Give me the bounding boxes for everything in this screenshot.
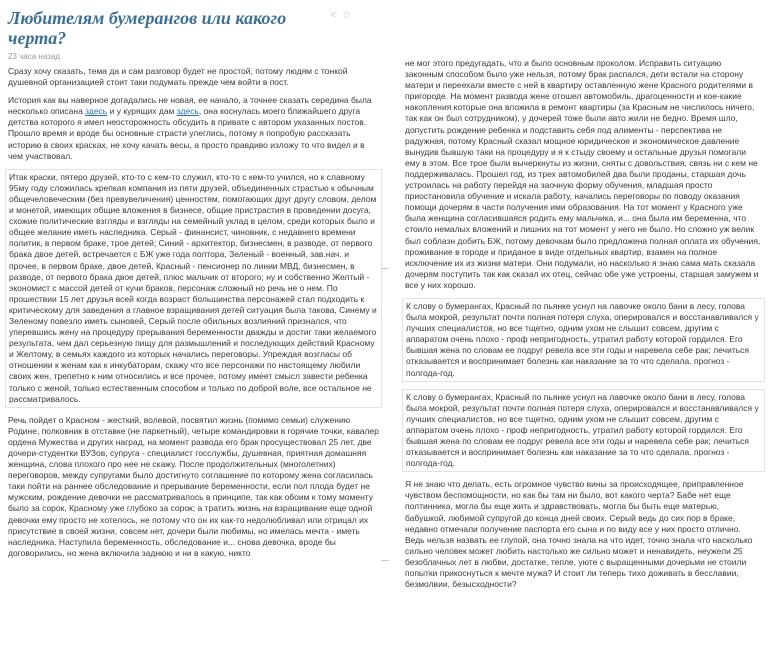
post-paragraph: Я не знаю что делать, есть огромное чувство вины за происходящее, приправленное чувством беспомощности, но как бы там ни было, вот какого черта? Бабе нет еще полтинника, могла бы еще жить и здравствовать, могла бы быть еще матерью, бабушкой, любимой супругой до конца дней своих. Серый ведь до сих пор в браке, недавно отмечали получение паспорта его сына и по виду все у них просто отлично. Ведь нельзя назвать ее глупой, она точно знала на что идет, точно знала что насколько сильно человек может любить настолько же сильно может и ненавидеть, неужели 25 безоблачных лет в любви, достатке, тепле, уюте с выращенными дочерьми не стоили попытки прикоснуться к мечте мужа? И стоит ли теперь тихо доживать в бесславии, безмолвии, безысходности? — [405, 479, 753, 590]
inline-link-here-2[interactable]: здесь — [176, 106, 199, 117]
post-paragraph: К слову о бумерангах, Красный по пьянке уснул на лавочке около бани в лесу, голова была мокрой, результат почти полная потеря слуха, оперировался и восстанавливался у лучших специалистов, но все тщетно, одним ухом не слышит совсем, другим с аппаратом очень плохо - проф непригодность, утратил работу которой гордился. Его бывшая жена по словам ее подруг ревела все эти годы и наревела себе рак; лечиться отказывается и воспринимает болезнь как наказание за то что сделала. прогноз - полгода-год. — [402, 389, 765, 473]
post-paragraph: Сразу хочу сказать, тема да и сам разговор будет не простой, потому людям с тонкой душевной организацией стоит таки подумать прежде чем войти в пост. — [8, 66, 348, 88]
post-paragraph: не мог этого предугадать, что и было основным проколом. Исправить ситуацию законным способом было уже нельзя, потому брак распался, дети встали на сторону матери и переехали вместе с ней в квартиру оставленную жене Красного родителями в пригороде. На момент развода жене отошел автомобиль, драгоценности и кое-какие накопления которые она вложила в ремонт квартиры (за Красным не числилось ничего, так как он был сотрудником), у дочерей тоже были авто жили не бедно. Время шло, допустить рождение ребенка и подставить себя под алименты - перспектива не радужная, потому Красный сказал мощное юридическое и экономическое давление вынудив бывшую таки на процедуру и я к стыду своему и остальные друзья помогали ему в этом. Все трое были вычеркнуты из жизни, сняты с довольствия, связь ни с кем не поддерживалась. Прошел год, из трех автомобилей два были проданы, старшая дочь устроилась на работу перейдя на заочную форму обучения, младшая просто приостановила обучение и искала работу, начались переговоры по поводу оказания помощи дочерям в части получения ими образования. На тот момент у Красного уже была женщина согласившаяся родить ему мальчика. и... она была им беременна, что стоило немалых вложений и лишних на тот момент у него не было. Но сложно уж велик был соблазн добить БЖ, потому девочкам было предложена полная оплата их обучения, проживание в городе и приданое в виде отдельных квартир, взамен на полное исключение их из жизни матери. Они подумали, но насколько я знаю сама мать сказала дочерям поступить так как сказал их отец, сейчас обе уже устроены, старшая замужем и все у них хорошо. — [405, 58, 761, 290]
post-paragraph — [8, 95, 379, 162]
share-icon[interactable]: < — [330, 10, 343, 21]
right-column — [385, 0, 770, 654]
star-icon[interactable]: ☆ — [342, 10, 357, 21]
post-header-icons — [330, 10, 357, 21]
paragraph-text: История как вы наверное догадались не новая, ее начало, а точнее сказать середина была несколько описана — [8, 95, 372, 117]
paragraph-text: и у курящих дам — [107, 106, 177, 117]
paragraph-text: , она коснулась моего ближайшего друга детства которого я имел неосторожность обсудить в привате с автором указанных постов. Прошло время и вроде бы основные страсти улеглись, потому я попробую рассказать историю в своих красках, не хочу качать весы, а просто правдиво изложу то что видел и в чем участвовал. — [8, 106, 367, 161]
inline-link-here-1[interactable]: здесь — [85, 106, 108, 117]
post-header — [8, 8, 379, 48]
post-timestamp: 23 часа назад — [8, 52, 60, 61]
post-paragraph: К слову о бумерангах, Красный по пьянке уснул на лавочке около бани в лесу, голова была мокрой, результат почти полная потеря слуха, оперировался и восстанавливался у лучших специалистов, но все тщетно, одним ухом не слышит совсем, другим с аппаратом очень плохо - проф непригодность, утратил работу которой гордился. Его бывшая жена по словам ее подруг ревела все эти годы и наревела себе рак; лечиться отказывается и воспринимает болезнь как наказание за то что сделала. прогноз - полгода-год. — [402, 298, 765, 382]
post-title[interactable]: Любителям бумерангов или какого черта? — [8, 8, 287, 48]
post-paragraph: Речь пойдет о Красном - жесткий, волевой, посвятил жизнь (помимо семьи) служению Родине, полковник в отставке (не паркетный), четыре командировки в горячие точки, кавалер ордена Мужества и других наград, на момент развода его брак просуществовал 25 лет, две дочери-студентки ВУЗов, супруга - специалист госслужбы, душевная, приятная домашняя женщина, слова плохого про нее не скажу. После продолжительных (многолетних) переговоров, между супругами было достигнуто соглашение по которому жена согласилась таки пойти на раннее обследование и прерывание беременности, если пол плода будет не мужским, рождение девочки не рассматривалось в принципе, так как обоим к тому моменту было за сорок, Красному уже глубоко за сорок; а тратить жизнь на взращивание еще одной девочки ему просто не хотелось, не потому что он их как-то недолюбливал или отрицал их присутствие в своей жизни, совсем нет, дочери были любимы, но имелась мечта - иметь наследника. Наступила беременность, обследование и... снова девочка, вроде бы договорились, но жена включила заднюю и ни в какую, никто — [8, 414, 379, 558]
post-paragraph: Итак краски, пятеро друзей, кто-то с кем-то служил, кто-то с кем-то учился, но к славному 95му году сложилась крепкая компания из пяти друзей, объединенных страстью к обычным общечеловеческим (без превувеличения) ценностям, помогающих друг другу словом, делом и монетой, имеющих общие вложения в бизнесе, общие пристрастия в проведении досуга, схожие политические взгляды и взгляды на семейный уклад в целом, среди которых было и общее желание иметь наследника. Серый - финансист, чиновник, с недавнего времени политик, в первом браке, трое детей; Синий - архитектор, бизнесмен, в разводе, от первого брака двое детей, встречается с БЖ уже года полтора, Зеленый - военный, зав.нач. и прочее, в первом браке, двое детей, Красный - пенсионер по линии МВД, бизнесмен, в разводе, от первого брака двое детей, плюс мальчик от второго; ну и собственно Желтый - экономист с массой детей от кучи браков, персонаж сложный но речь не о нем. По прошествии 15 лет друзья всей когда возраст большинства персонажей стал подходить к критическому для заведения а главное взращивания детей ситуация была такова, Синему и Зеленому повезло иметь сыновей, Серый после обильных возлияний признался, что уперевшись жену на процедуру прерывания беременности дважды и достиг таки желаемого результата, чем дал серьезную пищу для размышлений и последующих действий Красному и Желтому, в семьях каждого из которых начались переговоры. Упреждая возгласы об отношении к женам как к инкубаторам, скажу что все персонажи по настоящему любили своих жен, трепетно к ним относились и все прочее, потому имеет смысл завести ребенка только с женой, только естественным способом и только по доброй воле, все остальное не рассматривалось. — [5, 169, 382, 408]
